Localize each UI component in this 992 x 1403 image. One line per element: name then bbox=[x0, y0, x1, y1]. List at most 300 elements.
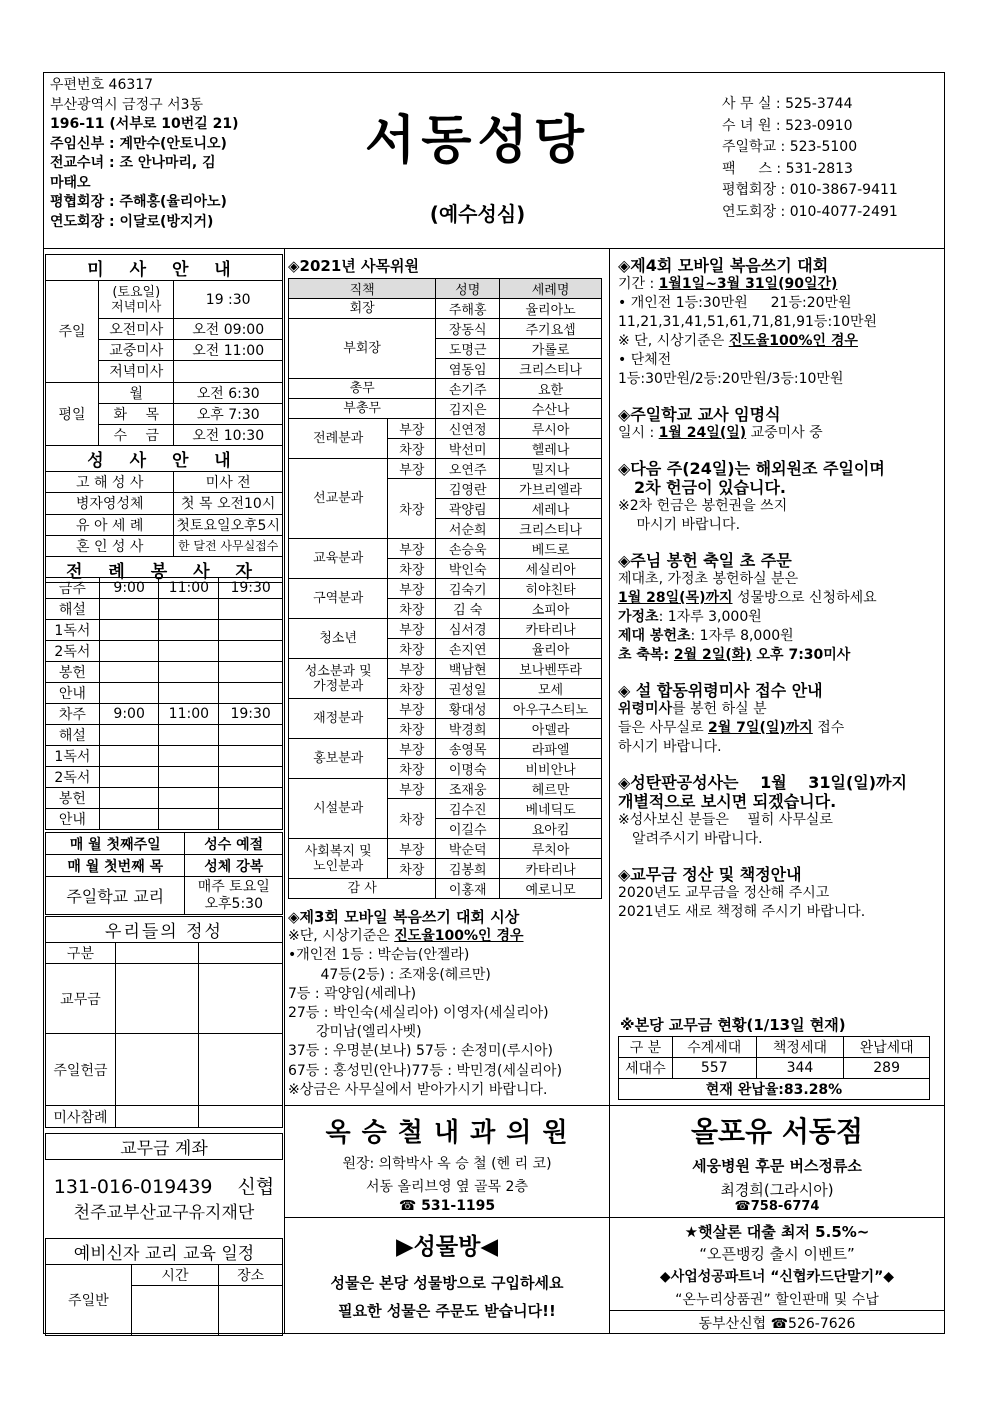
sacrament-name: 유 아 세 례 bbox=[46, 514, 174, 535]
offering-row-label: 교무금 bbox=[46, 964, 116, 1034]
committee-sub-position: 차장 bbox=[388, 639, 436, 659]
committee-row bbox=[289, 739, 602, 759]
date-suffix: 교중미사 중 bbox=[746, 425, 823, 441]
memorial-text: 를 봉헌 하실 분 bbox=[672, 701, 767, 717]
catechumen-row-label: 주일반 bbox=[46, 1265, 132, 1336]
ads-divider bbox=[284, 1105, 945, 1106]
time-col: 19:30 bbox=[219, 578, 283, 599]
committee-sub-position: 부장 bbox=[388, 619, 436, 639]
blessing-time: 오후 7:30미사 bbox=[751, 647, 851, 663]
committee-baptismal-name: 소피아 bbox=[500, 599, 602, 619]
memorial-bold: 위령미사 bbox=[618, 701, 673, 717]
committee-sub-position: 부장 bbox=[388, 419, 436, 439]
time-col: 9:00 bbox=[99, 704, 159, 725]
mobile3-section bbox=[288, 908, 606, 1100]
committee-sub-position: 부장 bbox=[388, 459, 436, 479]
sunday-mass-name: 교중미사 bbox=[99, 340, 174, 361]
committee-baptismal-name: 요한 bbox=[500, 379, 602, 399]
notice-line: 마시기 바랍니다. bbox=[618, 517, 741, 533]
committee-baptismal-name: 크리스티나 bbox=[500, 359, 602, 379]
committee-row bbox=[289, 299, 602, 319]
role-label: 1독서 bbox=[46, 620, 100, 641]
committee-name: 백남현 bbox=[436, 659, 500, 679]
committee-row bbox=[289, 459, 602, 479]
committee-sub-position: 부장 bbox=[388, 699, 436, 719]
account-number: 131-016-019439 신협 bbox=[53, 1176, 275, 1198]
time-col: 11:00 bbox=[159, 704, 219, 725]
contact-council: 평협회장 : 010-3867-9411 bbox=[722, 182, 898, 198]
note-prefix: ※ 단, 시상기준은 bbox=[618, 333, 729, 349]
committee-name: 김영란 bbox=[436, 479, 500, 499]
ads-divider-2 bbox=[284, 1217, 610, 1218]
allforyou-location: 세웅병원 후문 버스정류소 bbox=[692, 1157, 862, 1175]
notice-line: ※성사보신 분들은 필히 사무실로 bbox=[618, 812, 833, 828]
committee-name: 이길수 bbox=[436, 819, 500, 839]
notice-line: 2021년도 새로 책정해 주시기 바랍니다. bbox=[618, 904, 866, 920]
committee-table bbox=[288, 278, 602, 899]
committee-baptismal-name: 카타리나 bbox=[500, 859, 602, 879]
committee-position: 성소분과 및 가정분과 bbox=[289, 659, 388, 699]
committee-position: 사회복지 및 노인분과 bbox=[289, 839, 388, 879]
mobile3-line: •개인전 1등 : 박순늠(안젤라) bbox=[288, 947, 470, 964]
notice-line bbox=[618, 424, 943, 443]
weekday-mass-time: 오전 6:30 bbox=[174, 382, 283, 403]
blessing-date: 2월 2일(화) bbox=[673, 647, 752, 663]
notice-line bbox=[618, 332, 943, 351]
mobile3-cond-prefix: ※단, 시상기준은 bbox=[288, 928, 395, 945]
committee-baptismal-name: 라파엘 bbox=[500, 739, 602, 759]
monthly-right: 성체 강복 bbox=[185, 855, 283, 877]
committee-baptismal-name: 율리아 bbox=[500, 639, 602, 659]
committee-sub-position: 차장 bbox=[388, 599, 436, 619]
monthly-left: 매 월 첫번째 목 bbox=[46, 855, 185, 877]
committee-baptismal-name: 헤르만 bbox=[500, 779, 602, 799]
committee-position: 부회장 bbox=[289, 319, 436, 379]
committee-name: 황대성 bbox=[436, 699, 500, 719]
committee-header: 성명 bbox=[436, 279, 500, 299]
allforyou-name: 올포유 서동점 bbox=[690, 1115, 864, 1148]
next-week-label: 차주 bbox=[46, 704, 100, 725]
notice-line bbox=[618, 627, 943, 646]
notice-confession-title-2: 개별적으로 보시면 되겠습니다. bbox=[618, 792, 837, 811]
notice-line: • 개인전 1등:30만원 21등:20만원 bbox=[618, 295, 852, 311]
committee-name: 심서경 bbox=[436, 619, 500, 639]
committee-position: 전례분과 bbox=[289, 419, 388, 459]
committee-position: 청소년 bbox=[289, 619, 388, 659]
dues-cell: 344 bbox=[756, 1058, 844, 1079]
contact-list bbox=[722, 94, 937, 223]
notice-aid-title: ◈다음 주(24일)는 해외원조 주일이며 bbox=[618, 459, 885, 478]
committee-row bbox=[289, 779, 602, 799]
committee-sub-position: 차장 bbox=[388, 859, 436, 879]
weekday-mass-name: 수 금 bbox=[99, 424, 174, 445]
bank-line-5: 동부산신협 ☎526-7626 bbox=[698, 1316, 856, 1332]
committee-name: 손승욱 bbox=[436, 539, 500, 559]
mobile3-line: 47등(2등) : 조재웅(헤르만) bbox=[288, 966, 491, 983]
notice-line: • 단체전 bbox=[618, 352, 672, 368]
sacrament-name: 병자영성체 bbox=[46, 493, 174, 514]
sunday-mass-time: 19 :30 bbox=[174, 281, 283, 319]
committee-baptismal-name: 크리스티나 bbox=[500, 519, 602, 539]
committee-position: 교육분과 bbox=[289, 539, 388, 579]
committee-sub-position: 부장 bbox=[388, 659, 436, 679]
page-subtitle: (예수성심) bbox=[429, 202, 526, 226]
altar-candle-price: : 1자루 8,000원 bbox=[690, 628, 794, 644]
ads-divider-3 bbox=[609, 1217, 945, 1218]
notice-line: 2020년도 교무금을 정산해 주시고 bbox=[618, 885, 830, 901]
catechumen-table bbox=[45, 1238, 283, 1336]
col-divider-2 bbox=[609, 248, 610, 1334]
committee-baptismal-name: 예로니모 bbox=[500, 879, 602, 899]
postal-code: 우편번호 46317 bbox=[50, 77, 154, 93]
committee-row bbox=[289, 399, 602, 419]
sacrament-name: 혼 인 성 사 bbox=[46, 535, 174, 556]
candle-deadline: 1월 28일(목)까지 bbox=[618, 590, 733, 606]
contact-youth: 연도회장 : 010-4077-2491 bbox=[722, 203, 898, 220]
committee-sub-position: 차장 bbox=[388, 479, 436, 539]
committee-baptismal-name: 가브리엘라 bbox=[500, 479, 602, 499]
committee-baptismal-name: 헬레나 bbox=[500, 439, 602, 459]
committee-baptismal-name: 카타리나 bbox=[500, 619, 602, 639]
committee-name: 김봉희 bbox=[436, 859, 500, 879]
committee-name: 박순덕 bbox=[436, 839, 500, 859]
notice-line: 알려주시기 바랍니다. bbox=[618, 831, 763, 847]
dues-cell: 세대수 bbox=[619, 1058, 673, 1079]
committee-row bbox=[289, 419, 602, 439]
time-col: 11:00 bbox=[159, 578, 219, 599]
committee-baptismal-name: 베드로 bbox=[500, 539, 602, 559]
committee-baptismal-name: 수산나 bbox=[500, 399, 602, 419]
notice-teacher-title: ◈주일학교 교사 임명식 bbox=[618, 405, 781, 424]
notice-candle-title: ◈주님 봉헌 축일 초 주문 bbox=[618, 551, 792, 570]
role-label: 해설 bbox=[46, 599, 100, 620]
mobile3-line: 67등 : 홍성민(안나)77등 : 박민경(세실리아) bbox=[288, 1062, 563, 1079]
committee-baptismal-name: 베네딕도 bbox=[500, 799, 602, 819]
notice-line: 하시기 바랍니다. bbox=[618, 739, 722, 755]
pastor: 주임신부 : 계만수(안토니오) bbox=[50, 135, 227, 152]
committee-row bbox=[289, 879, 602, 899]
committee-header: 직책 bbox=[289, 279, 436, 299]
committee-baptismal-name: 히야친타 bbox=[500, 579, 602, 599]
notice-line bbox=[618, 719, 943, 738]
committee-position: 선교분과 bbox=[289, 459, 388, 539]
header-info bbox=[50, 76, 340, 232]
weekday-mass-time: 오후 7:30 bbox=[174, 403, 283, 424]
date-value: 1월 24일(일) bbox=[658, 425, 747, 441]
committee-row bbox=[289, 539, 602, 559]
committee-name: 권성일 bbox=[436, 679, 500, 699]
sacrament-value: 첫토요일오후5시 bbox=[174, 514, 283, 535]
offering-row-label: 주일헌금 bbox=[46, 1034, 116, 1106]
committee-name: 손지연 bbox=[436, 639, 500, 659]
role-label: 안내 bbox=[46, 683, 100, 704]
clinic-doctor: 원장: 의학박사 옥 승 철 (헨 리 코) bbox=[342, 1156, 552, 1172]
role-label: 봉헌 bbox=[46, 788, 100, 809]
weekday-mass-name: 화 목 bbox=[99, 403, 174, 424]
shop-line-2: 필요한 성물은 주문도 받습니다!! bbox=[338, 1302, 556, 1320]
sunday-mass-name: 저녁미사 bbox=[99, 361, 174, 382]
committee-baptismal-name: 가롤로 bbox=[500, 339, 602, 359]
sunday-mass-time bbox=[174, 361, 283, 382]
altar-candle-label: 제대 봉헌초 bbox=[618, 628, 691, 644]
sacrament-name: 고 해 성 사 bbox=[46, 472, 174, 493]
clinic-phone: ☎ 531-1195 bbox=[398, 1198, 496, 1214]
home-candle-label: 가정초 bbox=[618, 609, 659, 625]
notice-line: 제대초, 가정초 봉헌하실 분은 bbox=[618, 571, 799, 587]
memorial-deadline: 2월 7일(일)까지 bbox=[708, 720, 813, 736]
catechumen-title: 예비신자 교리 교육 일정 bbox=[46, 1239, 283, 1265]
dues-header: 구 분 bbox=[619, 1037, 673, 1058]
notice-line: ※2차 헌금은 봉헌권을 쓰지 bbox=[618, 498, 788, 514]
allforyou-owner: 최경희(그라시아) bbox=[720, 1181, 834, 1199]
mobile3-cond-underline: 진도율100%인 경우 bbox=[394, 928, 524, 945]
committee-sub-position: 부장 bbox=[388, 839, 436, 859]
committee-name: 주해홍 bbox=[436, 299, 500, 319]
mobile3-line: 27등 : 박인숙(세실리아) 이영자(세실리아) bbox=[288, 1005, 549, 1022]
servers-title: 전 례 봉 사 자 bbox=[46, 556, 283, 582]
left-info-table bbox=[45, 254, 283, 583]
committee-baptismal-name: 루시아 bbox=[500, 419, 602, 439]
servers-table bbox=[45, 577, 283, 830]
committee-name: 조재웅 bbox=[436, 779, 500, 799]
committee-baptismal-name: 보나벤뚜라 bbox=[500, 659, 602, 679]
mobile3-line: 7등 : 곽양임(세레나) bbox=[288, 985, 417, 1002]
time-col: 19:30 bbox=[219, 704, 283, 725]
bank-line-2: “오픈뱅킹 출시 이벤트” bbox=[699, 1245, 855, 1263]
committee-name: 이홍재 bbox=[436, 879, 500, 899]
youth-president: 연도회장 : 이달로(방지거) bbox=[50, 213, 214, 230]
committee-name: 김숙기 bbox=[436, 579, 500, 599]
notice-dues-title: ◈교무금 정산 및 책정안내 bbox=[618, 865, 802, 884]
memorial-text: 들은 사무실로 bbox=[618, 720, 709, 736]
offering-col-label: 구분 bbox=[46, 943, 116, 964]
candle-deadline-text: 성물방으로 신청하세요 bbox=[732, 590, 877, 606]
role-label: 안내 bbox=[46, 809, 100, 830]
attendance-label: 미사참례 bbox=[46, 1106, 116, 1128]
mobile3-line: ※상금은 사무실에서 받아가시기 바랍니다. bbox=[288, 1081, 548, 1098]
mobile3-title: ◈제3회 모바일 복음쓰기 대회 시상 bbox=[288, 908, 520, 926]
dues-cell: 289 bbox=[844, 1058, 930, 1079]
committee-baptismal-name: 밀지나 bbox=[500, 459, 602, 479]
this-week-label: 금주 bbox=[46, 578, 100, 599]
bank-divider bbox=[609, 1310, 945, 1311]
committee-name: 김 숙 bbox=[436, 599, 500, 619]
allforyou-phone: ☎758-6774 bbox=[734, 1199, 820, 1214]
committee-sub-position: 부장 bbox=[388, 539, 436, 559]
mobile3-line: 37등 : 우명분(보나) 57등 : 손정미(루시아) bbox=[288, 1043, 553, 1060]
committee-name: 도명근 bbox=[436, 339, 500, 359]
role-label: 2독서 bbox=[46, 767, 100, 788]
bank-line-3: ◆사업성공파트너 “신협카드단말기”◆ bbox=[659, 1269, 895, 1285]
monthly-table bbox=[45, 832, 283, 915]
committee-baptismal-name: 루치아 bbox=[500, 839, 602, 859]
account-title: 교무금 계좌 bbox=[46, 1134, 283, 1160]
notice-line bbox=[618, 589, 943, 608]
committee-name: 곽양림 bbox=[436, 499, 500, 519]
catechumen-col-place: 장소 bbox=[219, 1265, 283, 1286]
sunday-mass-name: (토요일) 저녁미사 bbox=[99, 281, 174, 319]
page-title: 서동성당 bbox=[365, 110, 590, 171]
dues-header: 책정세대 bbox=[756, 1037, 844, 1058]
notice-aid-title-2: 2차 헌금이 있습니다. bbox=[618, 478, 786, 497]
sacrament-value: 미사 전 bbox=[174, 472, 283, 493]
committee-baptismal-name: 요아킴 bbox=[500, 819, 602, 839]
date-prefix: 일시 : bbox=[618, 425, 659, 441]
sunday-mass-time: 오전 11:00 bbox=[174, 340, 283, 361]
memorial-text: 접수 bbox=[812, 720, 845, 736]
committee-row bbox=[289, 579, 602, 599]
notice-confession-title: ◈성탄판공성사는 1월 31일(일)까지 bbox=[618, 773, 907, 792]
offering-table bbox=[45, 916, 283, 1128]
committee-baptismal-name: 주기요셉 bbox=[500, 319, 602, 339]
dues-rate: 현재 완납율:83.28% bbox=[619, 1079, 930, 1100]
notice-line bbox=[618, 646, 943, 665]
notice-line: 1등:30만원/2등:20만원/3등:10만원 bbox=[618, 371, 844, 387]
dues-header: 완납세대 bbox=[844, 1037, 930, 1058]
committee-name: 손기주 bbox=[436, 379, 500, 399]
committee-row bbox=[289, 379, 602, 399]
committee-position: 회장 bbox=[289, 299, 436, 319]
committee-name: 박경희 bbox=[436, 719, 500, 739]
committee-name: 김수진 bbox=[436, 799, 500, 819]
contact-office: 사 무 실 : 525-3744 bbox=[722, 96, 853, 112]
committee-baptismal-name: 아델라 bbox=[500, 719, 602, 739]
committee-position: 시설분과 bbox=[289, 779, 388, 839]
dues-table bbox=[618, 1036, 930, 1100]
committee-baptismal-name: 아우구스티노 bbox=[500, 699, 602, 719]
period-value: 1월1일~3월 31일(90일간) bbox=[658, 276, 838, 292]
role-label: 봉헌 bbox=[46, 662, 100, 683]
sister-line-2: 마태오 bbox=[50, 174, 91, 191]
blessing-label: 초 축복: bbox=[618, 647, 674, 663]
committee-name: 신연정 bbox=[436, 419, 500, 439]
committee-position: 감 사 bbox=[289, 879, 436, 899]
committee-baptismal-name: 모세 bbox=[500, 679, 602, 699]
sacrament-value: 한 달전 사무실접수 bbox=[174, 535, 283, 556]
committee-sub-position: 부장 bbox=[388, 779, 436, 799]
sunday-mass-name: 오전미사 bbox=[99, 319, 174, 340]
committee-name: 장동식 bbox=[436, 319, 500, 339]
weekday-mass-name: 월 bbox=[99, 382, 174, 403]
committee-sub-position: 부장 bbox=[388, 579, 436, 599]
weekday-label: 평일 bbox=[46, 382, 99, 446]
monthly-right: 성수 예절 bbox=[185, 833, 283, 855]
mobile3-line: 강미남(엘리사벳) bbox=[288, 1024, 422, 1041]
committee-name: 이명숙 bbox=[436, 759, 500, 779]
committee-position: 부총무 bbox=[289, 399, 436, 419]
clinic-name: 옥 승 철 내 과 의 원 bbox=[325, 1118, 569, 1148]
weekday-mass-time: 오전 10:30 bbox=[174, 424, 283, 445]
notice-memorial-title: ◈ 설 합동위령미사 접수 안내 bbox=[618, 681, 823, 700]
sacrament-value: 첫 목 오전10시 bbox=[174, 493, 283, 514]
offering-title: 우리들의 정성 bbox=[46, 917, 283, 943]
committee-sub-position: 차장 bbox=[388, 679, 436, 699]
committee-sub-position: 차장 bbox=[388, 559, 436, 579]
contact-convent: 수 녀 원 : 523-0910 bbox=[722, 117, 853, 134]
address-line-2: 196-11 (서부로 10번길 21) bbox=[50, 116, 239, 132]
committee-name: 송영목 bbox=[436, 739, 500, 759]
contact-school: 주일학교 : 523-5100 bbox=[722, 139, 858, 155]
col-divider-1 bbox=[284, 248, 285, 1334]
committee-name: 염동임 bbox=[436, 359, 500, 379]
sunday-school-time: 매주 토요일 오후5:30 bbox=[185, 877, 283, 915]
committee-position: 홍보분과 bbox=[289, 739, 388, 779]
home-candle-price: : 1자루 3,000원 bbox=[658, 609, 762, 625]
notice-mobile4-period bbox=[618, 275, 943, 294]
period-prefix: 기간 : bbox=[618, 276, 659, 292]
committee-row bbox=[289, 839, 602, 859]
notice-line bbox=[618, 700, 943, 719]
committee-name: 박인숙 bbox=[436, 559, 500, 579]
role-label: 2독서 bbox=[46, 641, 100, 662]
sunday-label: 주일 bbox=[46, 281, 99, 383]
bank-line-1: ★햇살론 대출 최저 5.5%~ bbox=[684, 1223, 870, 1241]
committee-baptismal-name: 세실리아 bbox=[500, 559, 602, 579]
dues-header: 수계세대 bbox=[672, 1037, 756, 1058]
account-holder: 천주교부산교구유지재단 bbox=[73, 1203, 255, 1223]
committee-sub-position: 차장 bbox=[388, 439, 436, 459]
role-label: 1독서 bbox=[46, 746, 100, 767]
contact-fax: 팩 스 : 531-2813 bbox=[722, 160, 853, 177]
committee-title: ◈2021년 사목위원 bbox=[288, 257, 419, 275]
note-underline: 진도율100%인 경우 bbox=[728, 333, 858, 349]
time-col: 9:00 bbox=[99, 578, 159, 599]
committee-header: 세례명 bbox=[500, 279, 602, 299]
committee-name: 김지은 bbox=[436, 399, 500, 419]
committee-position: 구역분과 bbox=[289, 579, 388, 619]
mobile3-condition bbox=[288, 927, 606, 946]
committee-sub-position: 차장 bbox=[388, 799, 436, 839]
committee-row bbox=[289, 659, 602, 679]
committee-sub-position: 부장 bbox=[388, 739, 436, 759]
monthly-left: 매 월 첫째주일 bbox=[46, 833, 185, 855]
header-divider bbox=[43, 248, 945, 249]
committee-name: 박선미 bbox=[436, 439, 500, 459]
account-table bbox=[45, 1133, 283, 1160]
role-label: 해설 bbox=[46, 725, 100, 746]
clinic-location: 서동 올리브영 옆 골목 2층 bbox=[366, 1179, 528, 1195]
sacrament-title: 성 사 안 내 bbox=[46, 446, 283, 472]
committee-row bbox=[289, 619, 602, 639]
sunday-school-label: 주일학교 교리 bbox=[46, 877, 185, 915]
bank-line-4: “온누리상품권” 할인판매 및 수납 bbox=[675, 1292, 879, 1308]
notice-column bbox=[618, 256, 943, 922]
notice-line bbox=[618, 608, 943, 627]
committee-sub-position: 차장 bbox=[388, 719, 436, 739]
committee-name: 서순희 bbox=[436, 519, 500, 539]
sister-line-1: 전교수녀 : 조 안나마리, 김 bbox=[50, 155, 216, 171]
address-line-1: 부산광역시 금정구 서3동 bbox=[50, 96, 204, 113]
committee-position: 총무 bbox=[289, 379, 436, 399]
committee-baptismal-name: 비비안나 bbox=[500, 759, 602, 779]
shop-line-1: 성물은 본당 성물방으로 구입하세요 bbox=[330, 1274, 564, 1292]
committee-name: 오연주 bbox=[436, 459, 500, 479]
catechumen-col-time: 시간 bbox=[131, 1265, 219, 1286]
shop-title: ▶성물방◀ bbox=[395, 1234, 499, 1260]
committee-sub-position: 차장 bbox=[388, 759, 436, 779]
council-president: 평협회장 : 주해홍(율리아노) bbox=[50, 194, 227, 210]
sunday-mass-time: 오전 09:00 bbox=[174, 319, 283, 340]
committee-baptismal-name: 세레나 bbox=[500, 499, 602, 519]
dues-cell: 557 bbox=[672, 1058, 756, 1079]
dues-status-title: ※본당 교무금 현황(1/13일 현재) bbox=[620, 1016, 846, 1034]
committee-row bbox=[289, 699, 602, 719]
notice-line: 11,21,31,41,51,61,71,81,91등:10만원 bbox=[618, 314, 878, 330]
committee-row bbox=[289, 319, 602, 339]
committee-baptismal-name: 율리아노 bbox=[500, 299, 602, 319]
mass-title: 미 사 안 내 bbox=[46, 255, 283, 281]
committee-position: 재정분과 bbox=[289, 699, 388, 739]
